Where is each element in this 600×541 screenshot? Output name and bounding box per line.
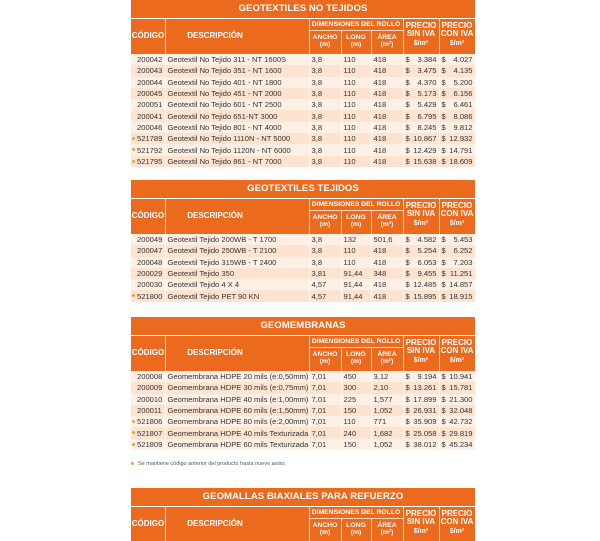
cell-largo: 110 [341, 133, 371, 144]
cell-code: 200043 [131, 65, 165, 76]
header-description: DESCRIPCIÓN [187, 211, 243, 220]
cell-price-no-iva: $ 5.173 [403, 88, 439, 99]
table-row [131, 110, 475, 121]
cell-largo: 110 [341, 99, 371, 110]
table-row [131, 77, 475, 88]
table-row [131, 405, 475, 416]
cell-description: Geotextil Tejido 315WB - T 2400 [165, 257, 309, 268]
cell-price-no-iva: $ 3.475 [403, 65, 439, 76]
cell-price-iva: $ 29.819 [439, 427, 475, 438]
cell-ancho: 3,8 [309, 245, 341, 256]
header-dimensions: DIMENSIONES DEL ROLLO [311, 21, 401, 28]
cell-area: 2,10 [371, 382, 403, 393]
cell-price-no-iva: $ 4.582 [403, 234, 439, 245]
cell-description: Geotextil No Tejido 1120N - NT 6000 [165, 144, 309, 155]
cell-price-iva: $ 21.300 [439, 394, 475, 405]
cell-ancho: 3,8 [309, 156, 341, 167]
header-code: CÓDIGO [131, 519, 165, 528]
cell-largo: 91,44 [341, 268, 371, 279]
cell-price-iva: $ 4.027 [439, 54, 475, 65]
table-row [131, 268, 475, 279]
cell-code: 521795 [131, 156, 165, 167]
cell-ancho: 4,57 [309, 290, 341, 301]
cell-area: 418 [371, 245, 403, 256]
cell-description: Geotextil No Tejido 861 - NT 7000 [165, 156, 309, 167]
cell-area: 418 [371, 77, 403, 88]
header-price-no-iva: PRECIO SIN IVA $/m² [405, 338, 437, 364]
cell-code: 521789 [131, 133, 165, 144]
cell-ancho: 3,8 [309, 133, 341, 144]
cell-price-no-iva: $ 12.485 [403, 279, 439, 290]
dot-marker-icon [132, 137, 135, 140]
cell-largo: 110 [341, 110, 371, 121]
section-title: GEOTEXTILES NO TEJIDOS [131, 0, 475, 18]
cell-price-no-iva: $ 6.795 [403, 110, 439, 121]
cell-price-iva: $ 45.234 [439, 439, 475, 450]
cell-area: 1,052 [371, 405, 403, 416]
header-code: CÓDIGO [131, 31, 165, 40]
cell-code: 200047 [131, 245, 165, 256]
cell-code: 200044 [131, 77, 165, 88]
section-1 [131, 180, 475, 302]
cell-largo: 240 [341, 427, 371, 438]
table-row [131, 245, 475, 256]
cell-area: 418 [371, 144, 403, 155]
cell-description: Geotextil Tejido 4 X 4 [165, 279, 309, 290]
cell-largo: 91,44 [341, 290, 371, 301]
cell-code: 200049 [131, 234, 165, 245]
header-price-no-iva: PRECIO SIN IVA $/m² [405, 509, 437, 535]
cell-description: Geotextil Tejido 250WB - T 2100 [165, 245, 309, 256]
cell-description: Geomembrana HDPE 40 mils Texturizada [165, 427, 309, 438]
dot-marker-icon [132, 431, 135, 434]
table-body [131, 54, 476, 167]
cell-price-iva: $ 10.941 [439, 371, 475, 382]
dot-marker-icon [132, 294, 135, 297]
table-row [131, 394, 475, 405]
cell-price-no-iva: $ 10.867 [403, 133, 439, 144]
cell-ancho: 3,8 [309, 122, 341, 133]
header-price-iva: PRECIO CON IVA $/m² [440, 21, 474, 47]
header-area: ÁREA (m²) [377, 214, 397, 229]
cell-price-iva: $ 14.857 [439, 279, 475, 290]
cell-area: 418 [371, 88, 403, 99]
cell-description: Geotextil No Tejido 451 - NT 2000 [165, 88, 309, 99]
cell-area: 418 [371, 99, 403, 110]
header-area: ÁREA (m²) [377, 351, 397, 366]
cell-description: Geomembrana HDPE 20 mils (e:0,50mm) [165, 371, 309, 382]
cell-area: 501,6 [371, 234, 403, 245]
cell-price-iva: $ 42.732 [439, 416, 475, 427]
cell-description: Geotextil Tejido 200WB - T 1700 [165, 234, 309, 245]
dot-marker-icon [132, 148, 135, 151]
cell-largo: 300 [341, 382, 371, 393]
dot-marker-icon [132, 443, 135, 446]
cell-code: 200009 [131, 382, 165, 393]
cell-price-no-iva: $ 25.058 [403, 427, 439, 438]
header-description: DESCRIPCIÓN [187, 31, 243, 40]
cell-description: Geotextil Tejido PET 90 KN [165, 290, 309, 301]
table-header [131, 198, 475, 234]
section-title: GEOTEXTILES TEJIDOS [131, 180, 475, 198]
cell-code: 521809 [131, 439, 165, 450]
cell-price-iva: $ 11.251 [439, 268, 475, 279]
cell-price-no-iva: $ 38.012 [403, 439, 439, 450]
cell-area: 418 [371, 257, 403, 268]
cell-price-no-iva: $ 8.245 [403, 122, 439, 133]
cell-code: 200042 [131, 54, 165, 65]
cell-code: 200046 [131, 122, 165, 133]
table-row [131, 144, 475, 155]
cell-description: Geotextil No Tejido 351 - NT 1600 [165, 65, 309, 76]
table-row [131, 257, 475, 268]
cell-largo: 150 [341, 405, 371, 416]
cell-description: Geotextil No Tejido 1110N - NT 5000 [165, 133, 309, 144]
header-dimensions: DIMENSIONES DEL ROLLO [311, 201, 401, 208]
cell-price-iva: $ 9.812 [439, 122, 475, 133]
dot-marker-icon [131, 462, 134, 465]
cell-area: 418 [371, 122, 403, 133]
header-area: ÁREA (m²) [377, 34, 397, 49]
cell-price-iva: $ 6.252 [439, 245, 475, 256]
cell-code: 200051 [131, 99, 165, 110]
cell-description: Geotextil No Tejido 801 - NT 4000 [165, 122, 309, 133]
cell-ancho: 7,01 [309, 382, 341, 393]
cell-ancho: 7,01 [309, 439, 341, 450]
table-row [131, 54, 475, 65]
cell-area: 418 [371, 279, 403, 290]
cell-area: 418 [371, 156, 403, 167]
header-area: ÁREA (m²) [377, 522, 397, 537]
cell-price-no-iva: $ 5.254 [403, 245, 439, 256]
cell-ancho: 3,8 [309, 65, 341, 76]
table-row [131, 156, 475, 167]
header-price-iva: PRECIO CON IVA $/m² [440, 338, 474, 364]
table-row [131, 439, 475, 450]
cell-area: 1,682 [371, 427, 403, 438]
cell-ancho: 3,8 [309, 88, 341, 99]
cell-code: 200029 [131, 268, 165, 279]
cell-area: 418 [371, 110, 403, 121]
table-body [131, 371, 476, 450]
cell-area: 418 [371, 54, 403, 65]
cell-price-iva: $ 32.048 [439, 405, 475, 416]
cell-code: 521807 [131, 427, 165, 438]
cell-price-no-iva: $ 12.429 [403, 144, 439, 155]
cell-largo: 110 [341, 54, 371, 65]
cell-price-iva: $ 5.453 [439, 234, 475, 245]
cell-largo: 110 [341, 156, 371, 167]
cell-largo: 91,44 [341, 279, 371, 290]
cell-description: Geomembrana HDPE 60 mils Texturizada [165, 439, 309, 450]
header-dimensions: DIMENSIONES DEL ROLLO [311, 338, 401, 345]
cell-price-no-iva: $ 6.053 [403, 257, 439, 268]
table-body [131, 234, 476, 302]
footnote: Se mantiene código anterior del producto hasta nuevo aviso. [131, 459, 475, 469]
cell-largo: 450 [341, 371, 371, 382]
cell-ancho: 3,8 [309, 54, 341, 65]
cell-ancho: 7,01 [309, 427, 341, 438]
cell-largo: 150 [341, 439, 371, 450]
header-ancho: ANCHO (m) [312, 34, 338, 49]
cell-code: 200030 [131, 279, 165, 290]
cell-code: 200008 [131, 371, 165, 382]
cell-ancho: 7,01 [309, 405, 341, 416]
section-2 [131, 317, 475, 450]
cell-description: Geomembrana HDPE 80 mils (e:2,00mm) [165, 416, 309, 427]
cell-code: 200045 [131, 88, 165, 99]
header-largo: LONG (m) [346, 351, 366, 366]
cell-ancho: 3,81 [309, 268, 341, 279]
header-largo: LONG (m) [346, 214, 366, 229]
cell-code: 521792 [131, 144, 165, 155]
cell-price-no-iva: $ 13.261 [403, 382, 439, 393]
cell-area: 418 [371, 290, 403, 301]
cell-largo: 110 [341, 122, 371, 133]
table-header [131, 506, 475, 541]
table-row [131, 88, 475, 99]
cell-price-iva: $ 14.791 [439, 144, 475, 155]
dot-marker-icon [132, 420, 135, 423]
table-row [131, 99, 475, 110]
cell-price-iva: $ 5.200 [439, 77, 475, 88]
dot-marker-icon [132, 160, 135, 163]
cell-largo: 132 [341, 234, 371, 245]
header-price-no-iva: PRECIO SIN IVA $/m² [405, 21, 437, 47]
cell-largo: 110 [341, 88, 371, 99]
cell-price-iva: $ 18.609 [439, 156, 475, 167]
cell-price-no-iva: $ 9.194 [403, 371, 439, 382]
cell-price-no-iva: $ 15.895 [403, 290, 439, 301]
table-header [131, 335, 475, 371]
header-code: CÓDIGO [131, 211, 165, 220]
cell-code: 200048 [131, 257, 165, 268]
cell-largo: 110 [341, 77, 371, 88]
table-row [131, 234, 475, 245]
cell-area: 1,577 [371, 394, 403, 405]
cell-ancho: 3,8 [309, 257, 341, 268]
cell-price-no-iva: $ 9.455 [403, 268, 439, 279]
cell-price-iva: $ 15.781 [439, 382, 475, 393]
cell-ancho: 3,8 [309, 144, 341, 155]
cell-largo: 225 [341, 394, 371, 405]
cell-description: Geotextil Tejido 350 [165, 268, 309, 279]
header-price-iva: PRECIO CON IVA $/m² [440, 201, 474, 227]
cell-price-iva: $ 6.156 [439, 88, 475, 99]
header-dimensions: DIMENSIONES DEL ROLLO [311, 509, 401, 516]
cell-description: Geomembrana HDPE 60 mils (e:1,50mm) [165, 405, 309, 416]
cell-price-no-iva: $ 15.638 [403, 156, 439, 167]
table-row [131, 122, 475, 133]
cell-ancho: 7,01 [309, 394, 341, 405]
cell-area: 771 [371, 416, 403, 427]
header-description: DESCRIPCIÓN [187, 348, 243, 357]
cell-ancho: 3,8 [309, 234, 341, 245]
cell-ancho: 3,8 [309, 110, 341, 121]
cell-ancho: 7,01 [309, 371, 341, 382]
section-3 [131, 488, 475, 541]
table-row [131, 427, 475, 438]
cell-description: Geomembrana HDPE 30 mils (e:0,75mm) [165, 382, 309, 393]
cell-code: 521806 [131, 416, 165, 427]
cell-largo: 110 [341, 65, 371, 76]
cell-largo: 110 [341, 416, 371, 427]
cell-area: 1,052 [371, 439, 403, 450]
cell-price-no-iva: $ 4.370 [403, 77, 439, 88]
cell-price-no-iva: $ 3.384 [403, 54, 439, 65]
cell-price-iva: $ 8.086 [439, 110, 475, 121]
cell-price-no-iva: $ 26.931 [403, 405, 439, 416]
table-row [131, 65, 475, 76]
table-row [131, 416, 475, 427]
cell-code: 200010 [131, 394, 165, 405]
cell-ancho: 4,57 [309, 279, 341, 290]
section-0 [131, 0, 475, 167]
table-row [131, 290, 475, 301]
cell-price-no-iva: $ 35.909 [403, 416, 439, 427]
header-ancho: ANCHO (m) [312, 214, 338, 229]
cell-largo: 110 [341, 245, 371, 256]
table-row [131, 371, 475, 382]
header-largo: LONG (m) [346, 34, 366, 49]
section-title: GEOMEMBRANAS [131, 317, 475, 335]
cell-description: Geotextil No Tejido 651-NT 3000 [165, 110, 309, 121]
cell-price-iva: $ 4.135 [439, 65, 475, 76]
cell-area: 418 [371, 65, 403, 76]
cell-code: 200011 [131, 405, 165, 416]
cell-price-iva: $ 12.932 [439, 133, 475, 144]
cell-largo: 110 [341, 257, 371, 268]
cell-description: Geomembrana HDPE 40 mils (e:1,00mm) [165, 394, 309, 405]
cell-price-no-iva: $ 17.899 [403, 394, 439, 405]
header-ancho: ANCHO (m) [312, 522, 338, 537]
table-row [131, 279, 475, 290]
cell-price-iva: $ 7.203 [439, 257, 475, 268]
cell-price-no-iva: $ 5.429 [403, 99, 439, 110]
cell-description: Geotextil No Tejido 311 - NT 1600S [165, 54, 309, 65]
table-row [131, 382, 475, 393]
cell-price-iva: $ 18.915 [439, 290, 475, 301]
cell-description: Geotextil No Tejido 401 - NT 1800 [165, 77, 309, 88]
cell-ancho: 7,01 [309, 416, 341, 427]
cell-ancho: 3,8 [309, 77, 341, 88]
cell-code: 200041 [131, 110, 165, 121]
cell-largo: 110 [341, 144, 371, 155]
header-description: DESCRIPCIÓN [187, 519, 243, 528]
header-price-iva: PRECIO CON IVA $/m² [440, 509, 474, 535]
header-largo: LONG (m) [346, 522, 366, 537]
section-title: GEOMALLAS BIAXIALES PARA REFUERZO [131, 488, 475, 506]
header-price-no-iva: PRECIO SIN IVA $/m² [405, 201, 437, 227]
cell-area: 3,12 [371, 371, 403, 382]
header-ancho: ANCHO (m) [312, 351, 338, 366]
cell-ancho: 3,8 [309, 99, 341, 110]
cell-area: 348 [371, 268, 403, 279]
table-header [131, 18, 475, 54]
table-row [131, 133, 475, 144]
cell-description: Geotextil No Tejido 601 - NT 2500 [165, 99, 309, 110]
header-code: CÓDIGO [131, 348, 165, 357]
cell-code: 521800 [131, 290, 165, 301]
cell-price-iva: $ 6.461 [439, 99, 475, 110]
cell-area: 418 [371, 133, 403, 144]
